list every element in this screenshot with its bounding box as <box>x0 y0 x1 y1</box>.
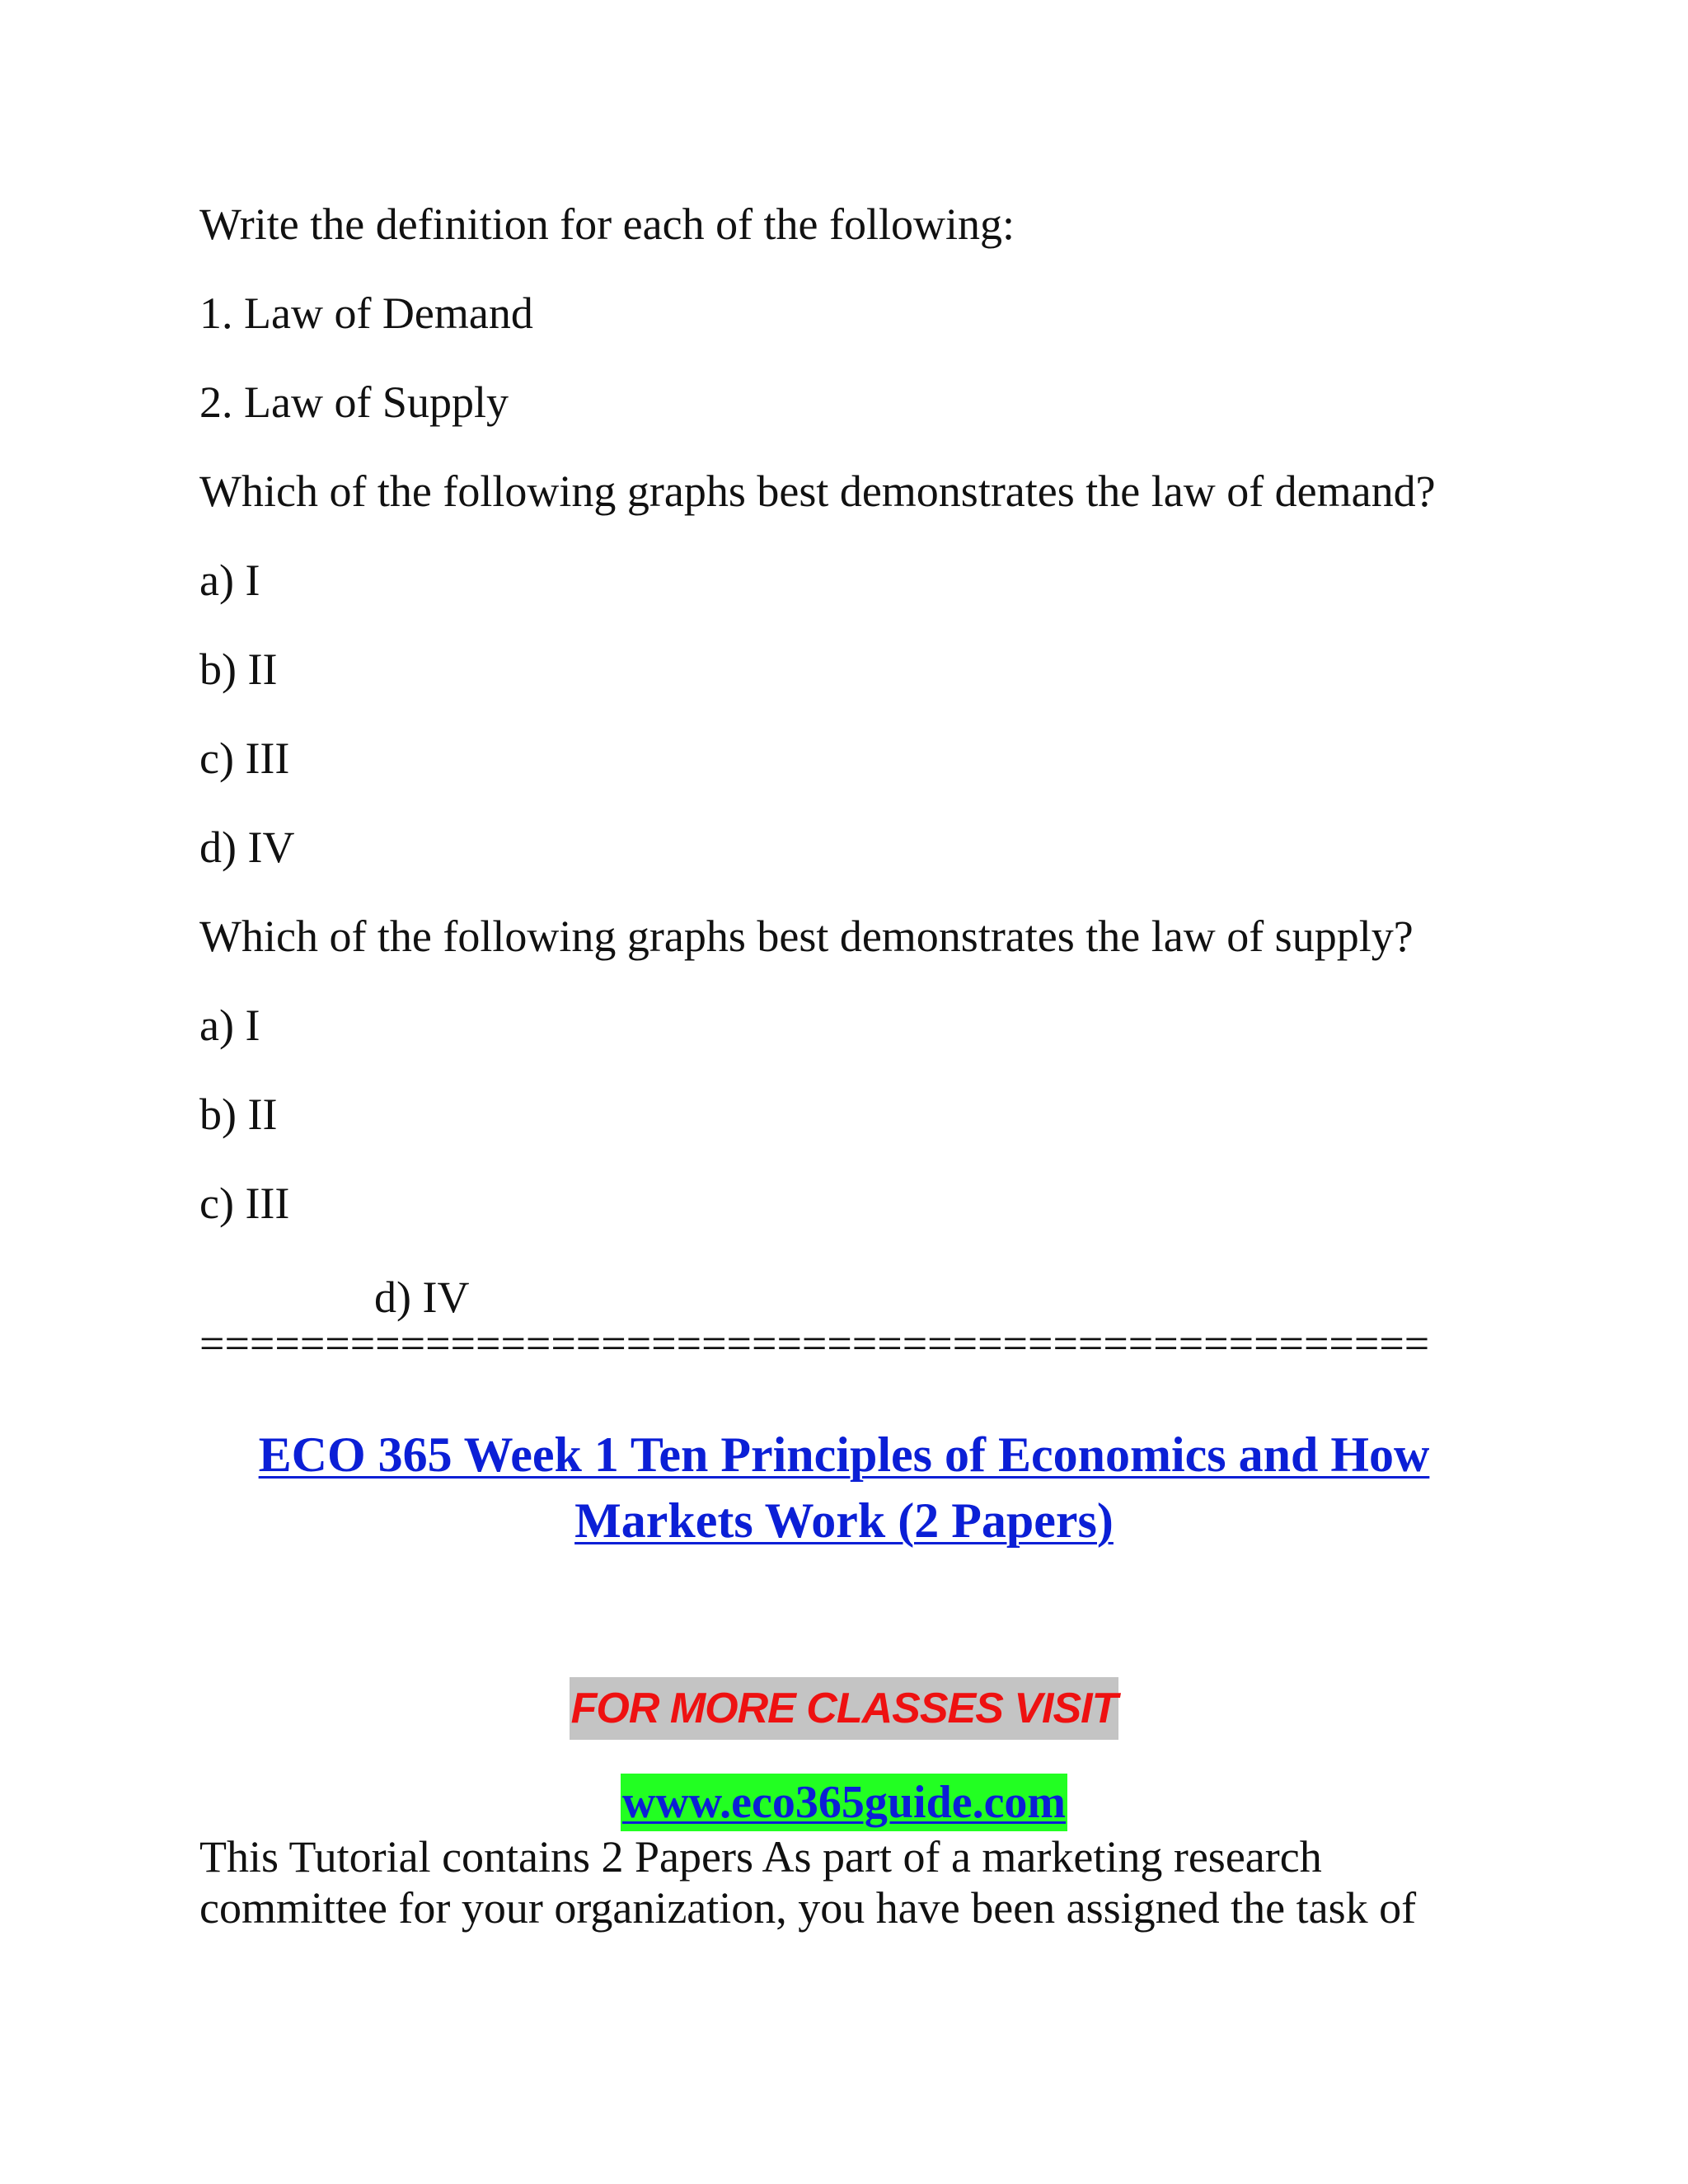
tutorial-description: This Tutorial contains 2 Papers As part of a marketing research committee for your organization, you have been assigned the task of <box>199 1832 1417 1933</box>
definition-item-law-of-demand: 1. Law of Demand <box>199 288 533 338</box>
question-demand-option-a: a) I <box>199 555 260 605</box>
website-banner <box>0 1774 1688 1831</box>
question-supply-option-c: c) III <box>199 1179 290 1228</box>
promo-banner <box>0 1677 1688 1740</box>
question-supply: Which of the following graphs best demonstrates the law of supply? <box>199 912 1414 961</box>
course-title <box>165 1422 1523 1554</box>
course-title-link-line2[interactable]: Markets Work (2 Papers) <box>574 1493 1114 1548</box>
website-highlight <box>621 1774 1067 1831</box>
question-demand: Which of the following graphs best demonstrates the law of demand? <box>199 466 1436 516</box>
promo-text: FOR MORE CLASSES VISIT <box>570 1677 1119 1740</box>
question-demand-option-d: d) IV <box>199 823 295 872</box>
instruction-text: Write the definition for each of the following: <box>199 199 1015 249</box>
question-supply-option-a: a) I <box>199 1001 260 1050</box>
definition-item-law-of-supply: 2. Law of Supply <box>199 377 509 427</box>
course-title-link-line1[interactable]: ECO 365 Week 1 Ten Principles of Economics and How <box>258 1427 1430 1482</box>
question-supply-option-b: b) II <box>199 1090 278 1139</box>
website-link[interactable]: www.eco365guide.com <box>621 1777 1067 1828</box>
question-supply-option-d: d) IV <box>374 1272 470 1322</box>
question-demand-option-b: b) II <box>199 644 278 694</box>
separator-line: ================================================= <box>199 1319 1430 1368</box>
question-demand-option-c: c) III <box>199 733 290 783</box>
